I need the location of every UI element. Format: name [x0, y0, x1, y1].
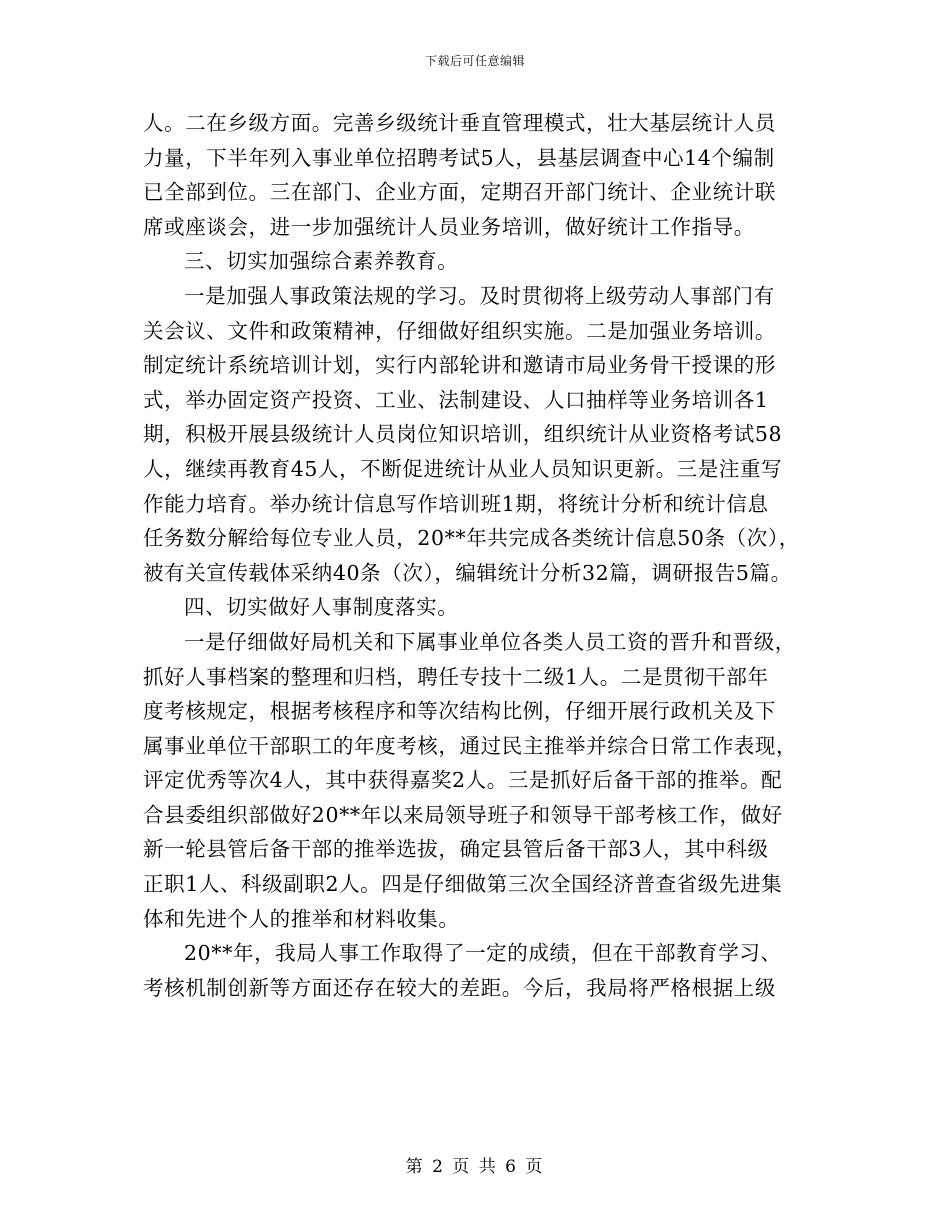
- text-line: 一是仔细做好局机关和下属事业单位各类人员工资的晋升和晋级，: [184, 629, 796, 654]
- text-line: 任务数分解给每位专业人员，20**年共完成各类统计信息50条（次），: [143, 526, 800, 551]
- text-line: 式，举办固定资产投资、工业、法制建设、人口抽样等业务培训各1: [143, 387, 769, 412]
- text-line: 正职1人、科级副职2人。四是仔细做第三次全国经济普查省级先进集: [143, 872, 783, 897]
- text-line: 制定统计系统培训计划，实行内部轮讲和邀请市局业务骨干授课的形: [143, 353, 776, 378]
- text-line: 期，积极开展县级统计人员岗位知识培训，组织统计从业资格考试58: [143, 422, 783, 447]
- text-line: 20**年，我局人事工作取得了一定的成绩，但在干部教育学习、: [184, 941, 782, 966]
- text-line: 已全部到位。三在部门、企业方面，定期召开部门统计、企业统计联: [143, 180, 776, 205]
- text-line: 合县委组织部做好20**年以来局领导班子和领导干部考核工作，做好: [143, 802, 783, 827]
- page-header: 下载后可任意编辑: [424, 54, 525, 68]
- text-line: 人，继续再教育45人，不断促进统计从业人员知识更新。三是注重写: [143, 456, 783, 481]
- text-line: 四、切实做好人事制度落实。: [184, 595, 459, 620]
- text-line: 考核机制创新等方面还存在较大的差距。今后，我局将严格根据上级: [143, 975, 776, 1000]
- text-line: 作能力培育。举办统计信息写作培训班1期，将统计分析和统计信息: [143, 491, 769, 516]
- text-line: 度考核规定，根据考核程序和等次结构比例，仔细开展行政机关及下: [143, 699, 776, 724]
- text-line: 属事业单位干部职工的年度考核，通过民主推举并综合日常工作表现，: [143, 733, 798, 758]
- document-body: [143, 106, 823, 1005]
- page-number: 第 2 页 共 6 页: [405, 1157, 545, 1177]
- text-line: 体和先进个人的推举和材料收集。: [143, 906, 460, 931]
- text-line: 关会议、文件和政策精神，仔细做好组织实施。二是加强业务培训。: [143, 318, 776, 343]
- text-line: 被有关宣传载体采纳40条（次），编辑统计分析32篇，调研报告5篇。: [143, 560, 792, 585]
- text-line: 抓好人事档案的整理和归档，聘任专技十二级1人。二是贯彻干部年: [143, 664, 769, 689]
- text-line: 席或座谈会，进一步加强统计人员业务培训，做好统计工作指导。: [143, 214, 755, 239]
- text-line: 评定优秀等次4人，其中获得嘉奖2人。三是抓好后备干部的推举。配: [143, 768, 783, 793]
- text-line: 人。二在乡级方面。完善乡级统计垂直管理模式，壮大基层统计人员: [143, 111, 776, 135]
- text-line: 一是加强人事政策法规的学习。及时贯彻将上级劳动人事部门有: [184, 283, 775, 308]
- text-line: 三、切实加强综合素养教育。: [184, 249, 459, 274]
- text-line: 力量，下半年列入事业单位招聘考试5人，县基层调查中心14个编制: [143, 145, 775, 170]
- text-line: 新一轮县管后备干部的推举选拔，确定县管后备干部3人，其中科级: [143, 837, 769, 862]
